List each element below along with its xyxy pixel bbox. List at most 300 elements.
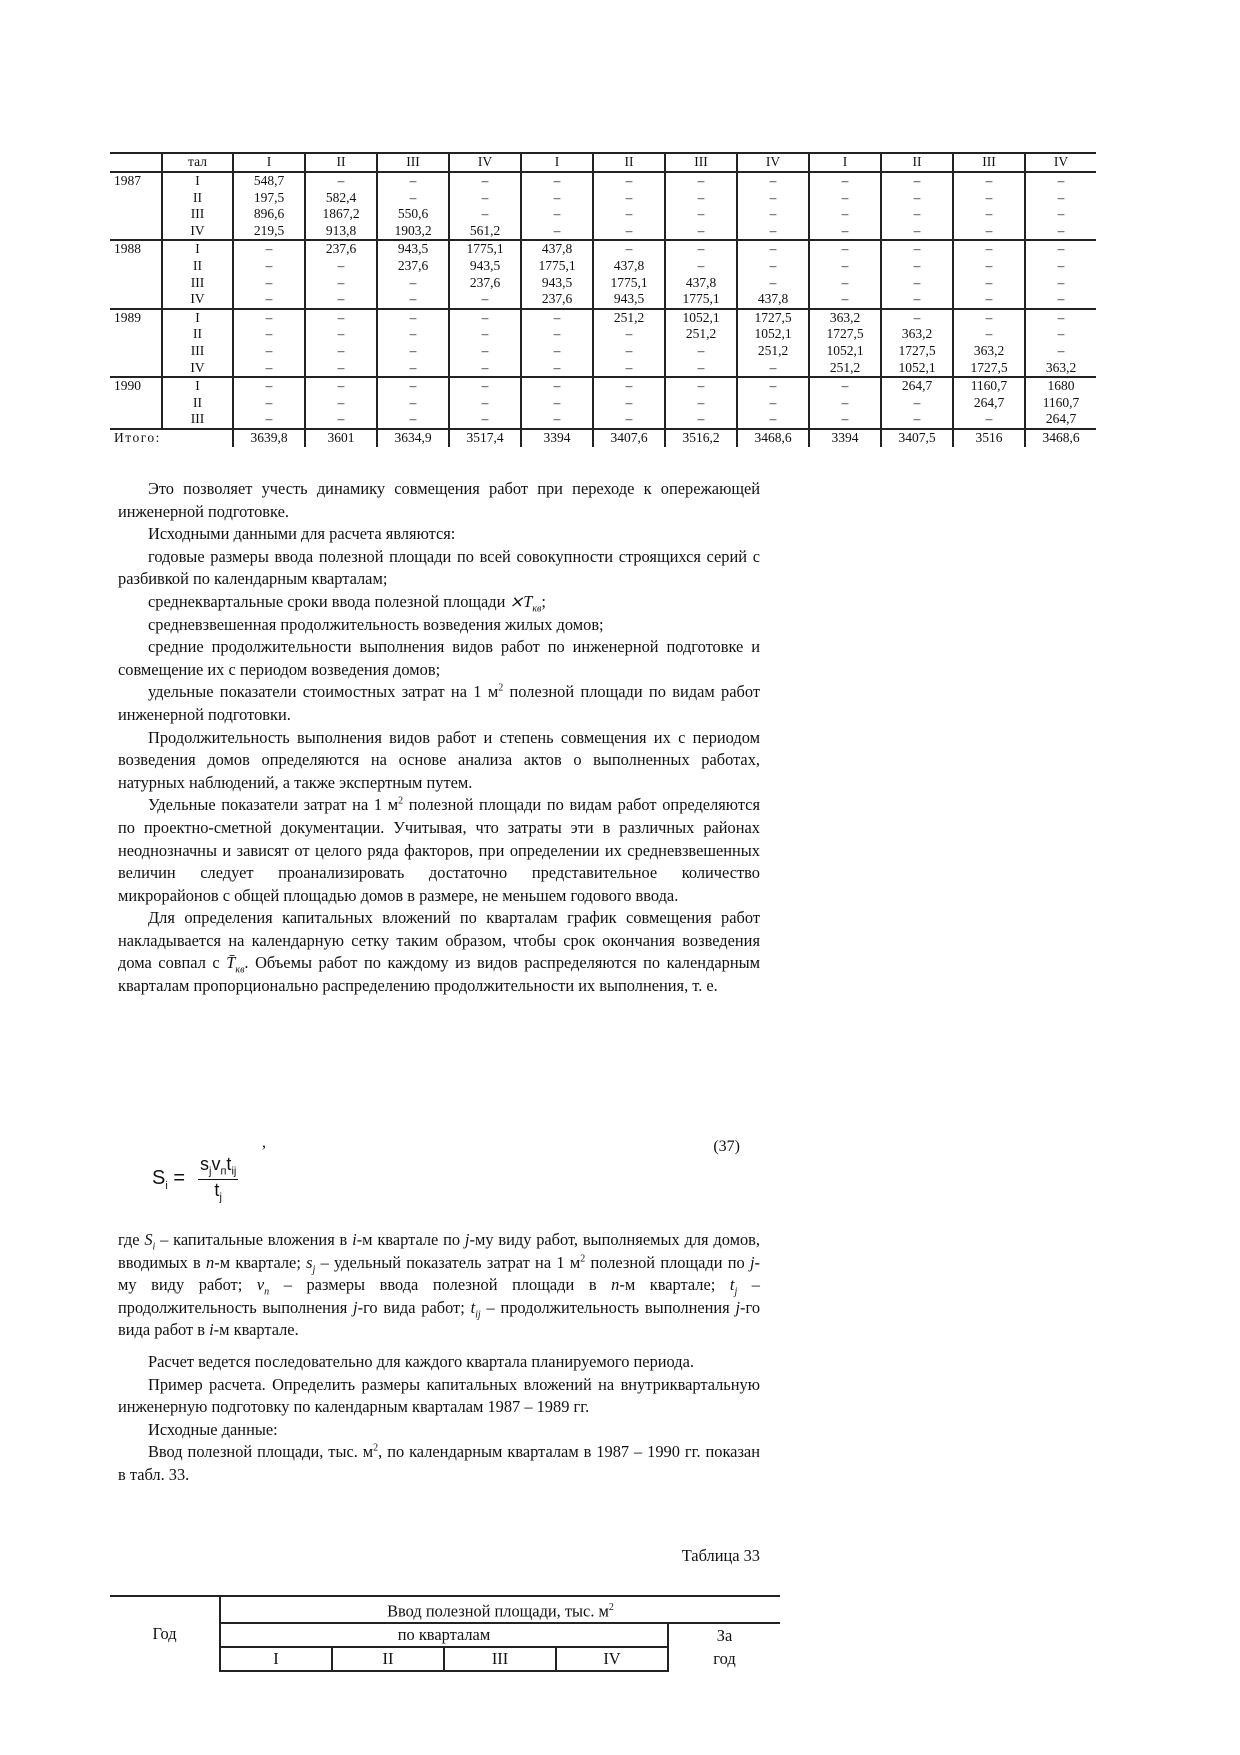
total-cell: 3517,4 (449, 429, 521, 447)
table-33-label: Таблица 33 (681, 1546, 760, 1565)
quarter-cell: I (162, 377, 233, 395)
total-cell: 3394 (521, 429, 593, 447)
text-segment: Продолжительность выполнения видов работ и степень совмещения их с периодом возведения домов определяются на основе анализа актов о выполненных работах, натурных наблюдений, а также экспертным путем. (118, 727, 760, 792)
value-cell: – (1025, 206, 1096, 223)
value-cell: – (737, 395, 809, 412)
value-cell: – (665, 258, 737, 275)
year-cell (110, 326, 162, 343)
table-row (110, 206, 1096, 223)
text-segment: Для определения капитальных вложений по кварталам график совмещения работ накладывается на календарную сетку таким образом, чтобы срок окончания возведения дома совпал с (118, 908, 760, 973)
text-segment: n (206, 1252, 215, 1272)
value-cell: – (377, 377, 449, 395)
text-segment: Это позволяет учесть динамику совмещения работ при переходе к опережающей инженерной подготовке. (118, 479, 760, 521)
value-cell: – (593, 223, 665, 241)
table-row (110, 190, 1096, 207)
text-segment: -го вида работ в (118, 1297, 761, 1340)
value-cell: – (881, 223, 953, 241)
value-cell: – (665, 240, 737, 258)
value-cell: – (449, 309, 521, 327)
value-cell: 1775,1 (449, 240, 521, 258)
paragraph (118, 1229, 760, 1342)
value-cell: 219,5 (233, 223, 305, 241)
text-segment: кв (532, 603, 542, 615)
value-cell: – (449, 291, 521, 309)
equation-number: (37) (713, 1138, 740, 1155)
value-cell: 943,5 (449, 258, 521, 275)
value-cell: 1727,5 (809, 326, 881, 343)
value-cell: – (233, 343, 305, 360)
value-cell: 943,5 (377, 240, 449, 258)
text-segment: t (470, 1297, 476, 1317)
table-row (110, 275, 1096, 292)
text-segment: – удельный показатель затрат на 1 м (315, 1252, 581, 1272)
text-segment: -го вида работ; (357, 1297, 471, 1317)
value-cell: – (737, 206, 809, 223)
total-cell: 3639,8 (233, 429, 305, 447)
table-row (110, 395, 1096, 412)
value-cell: 437,8 (737, 291, 809, 309)
value-cell: – (1025, 326, 1096, 343)
value-cell: – (305, 309, 377, 327)
value-cell: – (233, 360, 305, 378)
text-segment: Исходные данные: (148, 1419, 278, 1439)
paragraph (118, 1419, 760, 1442)
year-cell: 1990 (110, 377, 162, 395)
value-cell: – (377, 360, 449, 378)
value-cell: – (233, 326, 305, 343)
value-cell: 1160,7 (953, 377, 1025, 395)
quarter-cell: I (162, 240, 233, 258)
value-cell: – (1025, 291, 1096, 309)
column-header: I (809, 153, 881, 172)
value-cell: 251,2 (737, 343, 809, 360)
value-cell: – (521, 172, 593, 190)
value-cell: 550,6 (377, 206, 449, 223)
year-cell (110, 258, 162, 275)
paragraph (118, 1441, 760, 1486)
paragraph (118, 794, 760, 907)
paragraph (118, 907, 760, 997)
value-cell: 1160,7 (1025, 395, 1096, 412)
value-cell: – (233, 240, 305, 258)
value-cell: – (593, 190, 665, 207)
value-cell: 1680 (1025, 377, 1096, 395)
value-cell: – (881, 395, 953, 412)
value-cell: – (377, 190, 449, 207)
quarter-cell: II (162, 190, 233, 207)
value-cell: – (449, 343, 521, 360)
value-cell: – (593, 411, 665, 429)
value-cell: – (737, 172, 809, 190)
value-cell: – (809, 190, 881, 207)
value-cell: – (809, 258, 881, 275)
value-cell: – (665, 223, 737, 241)
formula-numerator: $s_jv_пt_{ij}$ (200, 1154, 237, 1178)
value-cell: – (1025, 258, 1096, 275)
year-cell (110, 343, 162, 360)
year-cell: 1988 (110, 240, 162, 258)
text-segment: удельные показатели стоимостных затрат на 1 м (148, 682, 499, 702)
totals-row (110, 429, 1096, 447)
column-header: IV (1025, 153, 1096, 172)
value-cell: 1052,1 (737, 326, 809, 343)
value-cell: – (881, 411, 953, 429)
value-cell: 1775,1 (521, 258, 593, 275)
value-cell: – (305, 377, 377, 395)
value-cell: – (377, 291, 449, 309)
value-cell: – (881, 240, 953, 258)
value-cell: – (953, 275, 1025, 292)
value-cell: – (665, 377, 737, 395)
text-segment: i (152, 1241, 156, 1253)
quarter-cell: II (162, 326, 233, 343)
value-cell: – (593, 172, 665, 190)
total-cell: 3516 (953, 429, 1025, 447)
value-cell: 437,8 (593, 258, 665, 275)
value-cell: – (449, 360, 521, 378)
text-segment: – продолжительность выполнения (480, 1297, 736, 1317)
formula-37 (118, 1134, 760, 1220)
paragraph (118, 478, 760, 523)
value-cell: – (881, 275, 953, 292)
text-segment: кв (235, 964, 245, 976)
quarter-cell: I (162, 172, 233, 190)
value-cell: – (233, 291, 305, 309)
value-cell: – (233, 395, 305, 412)
value-cell: 1775,1 (593, 275, 665, 292)
value-cell: – (665, 360, 737, 378)
paragraph (118, 1374, 760, 1419)
value-cell: – (377, 411, 449, 429)
text-segment: -м квартале. (213, 1320, 299, 1340)
quarter-cell: III (162, 343, 233, 360)
value-cell: – (521, 326, 593, 343)
per-year-header-2: год (713, 1649, 736, 1669)
text-segment: Удельные показатели затрат на 1 м (148, 795, 399, 815)
text-segment: t (729, 1275, 735, 1295)
value-cell: – (521, 190, 593, 207)
value-cell: 1775,1 (665, 291, 737, 309)
text-segment: T̄ (226, 953, 236, 973)
quarter-cell: IV (162, 223, 233, 241)
column-header: IV (449, 153, 521, 172)
value-cell: – (665, 206, 737, 223)
paragraph (118, 614, 760, 637)
text-segment: – продолжительность выполнения (118, 1275, 760, 1317)
text-segment: -му виду работ; (118, 1252, 760, 1295)
value-cell: – (665, 395, 737, 412)
text-segment: – капитальные вложения в (155, 1230, 353, 1249)
text-segment: , по календарным кварталам в 1987 – 1990 гг. показан в табл. 33. (118, 1442, 760, 1484)
table-33 (110, 1595, 780, 1672)
value-cell: – (449, 377, 521, 395)
paragraph (118, 636, 760, 681)
table-row (110, 343, 1096, 360)
value-cell: – (521, 411, 593, 429)
text-segment: 2 (373, 1442, 379, 1454)
value-cell: – (809, 395, 881, 412)
paragraph (118, 591, 760, 614)
formula-lhs: $S_i$ = (152, 1167, 186, 1192)
value-cell: – (449, 172, 521, 190)
value-cell: – (377, 172, 449, 190)
column-header (110, 153, 162, 172)
quarter-header: IV (556, 1647, 668, 1671)
quarter-cell: IV (162, 291, 233, 309)
value-cell: – (809, 172, 881, 190)
value-cell: – (953, 258, 1025, 275)
value-cell: – (593, 326, 665, 343)
text-segment: Расчет ведется последовательно для каждого квартала планируемого периода. (148, 1351, 694, 1371)
value-cell: – (737, 258, 809, 275)
text-segment: -м квартале; (214, 1252, 307, 1272)
value-cell: 1052,1 (881, 360, 953, 378)
column-header: I (521, 153, 593, 172)
value-cell: – (593, 343, 665, 360)
text-segment: средние продолжительности выполнения видов работ по инженерной подготовке и совмещение их с периодом возведения домов; (118, 637, 760, 679)
value-cell: 251,2 (809, 360, 881, 378)
distribution-table (110, 152, 1096, 447)
table-row (110, 240, 1096, 258)
value-cell: – (953, 172, 1025, 190)
value-cell: – (521, 395, 593, 412)
year-header: Год (110, 1596, 220, 1671)
value-cell: 437,8 (665, 275, 737, 292)
text-segment: . Объемы работ по каждому из видов распределяются по календарным кварталам пропорционально распределению продолжительности их выполнения, т. е. (118, 953, 760, 996)
table-row (110, 309, 1096, 327)
year-cell (110, 190, 162, 207)
value-cell: – (881, 258, 953, 275)
value-cell: – (305, 343, 377, 360)
value-cell: – (305, 172, 377, 190)
paragraph (118, 681, 760, 726)
quarter-cell: III (162, 206, 233, 223)
by-quarter-header: по кварталам (220, 1623, 668, 1647)
value-cell: – (377, 309, 449, 327)
text-segment: -м квартале по (356, 1230, 465, 1249)
total-cell: 3407,5 (881, 429, 953, 447)
value-cell: 264,7 (953, 395, 1025, 412)
text-segment: полезной площади по (585, 1252, 750, 1272)
value-cell: 251,2 (593, 309, 665, 327)
total-cell: 3516,2 (665, 429, 737, 447)
quarter-cell: IV (162, 360, 233, 378)
text-segment: Ввод полезной площади, тыс. м (148, 1442, 374, 1462)
table-row (110, 360, 1096, 378)
value-cell: – (665, 343, 737, 360)
value-cell: – (233, 309, 305, 327)
value-cell: – (521, 309, 593, 327)
paragraph (118, 727, 760, 795)
value-cell: 237,6 (377, 258, 449, 275)
value-cell: – (305, 411, 377, 429)
value-cell: – (1025, 240, 1096, 258)
year-cell (110, 275, 162, 292)
value-cell: – (305, 275, 377, 292)
text-segment: годовые размеры ввода полезной площади по всей совокупности строящихся серий с разбивкой по календарным кварталам; (118, 546, 760, 589)
value-cell: – (953, 206, 1025, 223)
value-cell: – (377, 275, 449, 292)
value-cell: – (305, 395, 377, 412)
text-segment: ; (541, 591, 546, 611)
year-cell (110, 360, 162, 378)
text-segment: ij (475, 1309, 481, 1321)
text-segment: n (264, 1286, 270, 1298)
value-cell: – (953, 223, 1025, 241)
column-header: II (593, 153, 665, 172)
body-text-lower (118, 1229, 760, 1487)
value-cell: – (953, 309, 1025, 327)
value-cell: – (1025, 343, 1096, 360)
text-segment: -м квартале; (619, 1275, 730, 1295)
value-cell: – (593, 377, 665, 395)
value-cell: – (737, 223, 809, 241)
area-header: Ввод полезной площади, тыс. $м^2$ (220, 1596, 780, 1623)
value-cell: 264,7 (1025, 411, 1096, 429)
text-segment: – размеры ввода полезной площади в (269, 1275, 612, 1295)
year-cell: 1989 (110, 309, 162, 327)
value-cell: – (521, 377, 593, 395)
value-cell: – (1025, 223, 1096, 241)
value-cell: – (881, 309, 953, 327)
text-segment: j (734, 1286, 738, 1298)
value-cell: – (953, 240, 1025, 258)
formula-denominator: $t_j$ (214, 1179, 222, 1204)
per-year-header: За (668, 1623, 780, 1647)
value-cell: 582,4 (305, 190, 377, 207)
column-header: тал (162, 153, 233, 172)
value-cell: – (665, 411, 737, 429)
text-segment: v (256, 1275, 265, 1295)
value-cell: – (233, 411, 305, 429)
value-cell: 437,8 (521, 240, 593, 258)
body-text-upper (118, 478, 760, 998)
value-cell: – (737, 377, 809, 395)
value-cell: 251,2 (665, 326, 737, 343)
year-cell (110, 223, 162, 241)
text-segment: j (749, 1252, 755, 1272)
value-cell: – (809, 223, 881, 241)
quarter-cell: II (162, 395, 233, 412)
value-cell: 1052,1 (665, 309, 737, 327)
value-cell: 548,7 (233, 172, 305, 190)
value-cell: 1903,2 (377, 223, 449, 241)
table-header-row (110, 153, 1096, 172)
table-row (110, 172, 1096, 190)
value-cell: 264,7 (881, 377, 953, 395)
value-cell: 896,6 (233, 206, 305, 223)
value-cell: – (1025, 275, 1096, 292)
quarter-cell: III (162, 275, 233, 292)
text-segment: j (464, 1230, 470, 1249)
total-cell: 3468,6 (1025, 429, 1096, 447)
text-segment: s (306, 1252, 313, 1272)
value-cell: – (233, 377, 305, 395)
quarter-cell: III (162, 411, 233, 429)
quarter-cell: I (162, 309, 233, 327)
paragraph (118, 523, 760, 546)
text-segment: i (352, 1230, 357, 1249)
value-cell: – (737, 411, 809, 429)
value-cell: – (809, 275, 881, 292)
column-header: III (377, 153, 449, 172)
value-cell: – (809, 411, 881, 429)
value-cell: – (449, 411, 521, 429)
year-cell (110, 395, 162, 412)
value-cell: – (881, 190, 953, 207)
quarter-header: I (220, 1647, 332, 1671)
value-cell: 561,2 (449, 223, 521, 241)
text-segment: полезной площади по видам работ определяются по проектно-сметной документации. Учитывая, что затраты эти в различных районах неоднозначны и зависят от целого ряда факторов, при определении их средневзвешенных величин следует проанализировать достаточно представительное количество микрорайонов с общей площадью домов в размере, не меньшем годового ввода. (118, 795, 760, 905)
value-cell: 363,2 (809, 309, 881, 327)
value-cell: 237,6 (305, 240, 377, 258)
text-segment: -му виду работ, выполняемых для домов, вводимых в (118, 1230, 760, 1272)
value-cell: – (665, 190, 737, 207)
value-cell: – (449, 190, 521, 207)
value-cell: – (953, 190, 1025, 207)
value-cell: 943,5 (593, 291, 665, 309)
value-cell: – (809, 291, 881, 309)
total-cell: 3468,6 (737, 429, 809, 447)
quarter-header: III (444, 1647, 556, 1671)
value-cell: – (953, 326, 1025, 343)
value-cell: – (953, 291, 1025, 309)
table-row (110, 291, 1096, 309)
text-segment: ⨯T (509, 591, 533, 611)
total-label: Итого: (110, 429, 233, 447)
value-cell: – (665, 172, 737, 190)
text-segment: j (312, 1263, 316, 1275)
year-cell (110, 411, 162, 429)
column-header: IV (737, 153, 809, 172)
text-segment: S (144, 1230, 153, 1249)
total-cell: 3634,9 (377, 429, 449, 447)
value-cell: 237,6 (449, 275, 521, 292)
value-cell: – (809, 377, 881, 395)
value-cell: 1727,5 (953, 360, 1025, 378)
year-cell: 1987 (110, 172, 162, 190)
text-segment: j (735, 1297, 741, 1317)
value-cell: – (593, 240, 665, 258)
column-header: III (953, 153, 1025, 172)
value-cell: – (377, 326, 449, 343)
column-header: II (881, 153, 953, 172)
value-cell: – (449, 206, 521, 223)
text-segment: Пример расчета. Определить размеры капитальных вложений на внутриквартальную инженерную подготовку по календарным кварталам 1987 – 1989 гг. (118, 1374, 760, 1417)
value-cell: 363,2 (953, 343, 1025, 360)
column-header: II (305, 153, 377, 172)
value-cell: – (521, 360, 593, 378)
value-cell: – (1025, 172, 1096, 190)
value-cell: – (233, 275, 305, 292)
formula-fraction (198, 1154, 238, 1203)
total-cell: 3407,6 (593, 429, 665, 447)
text-segment: 2 (498, 682, 504, 694)
value-cell: – (737, 190, 809, 207)
year-cell (110, 291, 162, 309)
table-row (110, 377, 1096, 395)
text-segment: полезной площади по видам работ инженерной подготовки. (118, 682, 760, 724)
total-cell: 3601 (305, 429, 377, 447)
table-row (110, 326, 1096, 343)
value-cell: – (377, 395, 449, 412)
year-cell (110, 206, 162, 223)
value-cell: 363,2 (881, 326, 953, 343)
quarter-header: II (332, 1647, 444, 1671)
value-cell: – (593, 206, 665, 223)
value-cell: 1867,2 (305, 206, 377, 223)
text-segment: где (118, 1230, 145, 1249)
